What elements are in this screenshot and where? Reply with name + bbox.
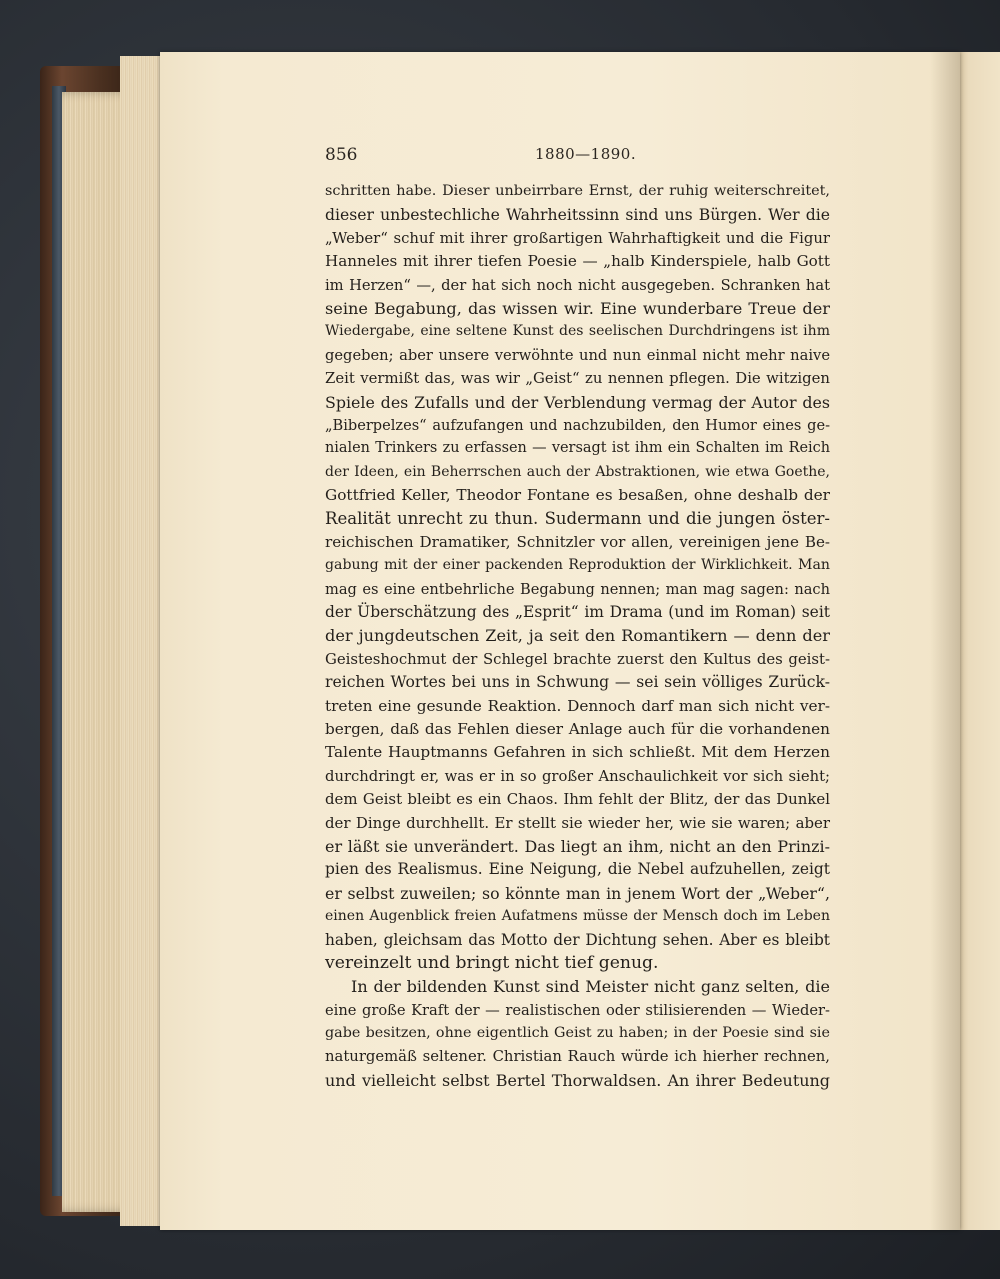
text-line: seine Begabung, das wissen wir. Eine wunderbare Treue der bbox=[325, 298, 830, 318]
text-line: vereinzelt und bringt nicht tief genug. bbox=[325, 952, 659, 973]
text-line: Spiele des Zufalls und der Verblendung vermag der Autor des bbox=[325, 392, 830, 412]
text-line: mag es eine entbehrliche Begabung nennen; man mag sagen: nach bbox=[325, 580, 830, 598]
text-line: nialen Trinkers zu erfassen — versagt ist ihm ein Schalten im Reich bbox=[325, 440, 830, 457]
text-line: Wiedergabe, eine seltene Kunst des seelischen Durchdringens ist ihm bbox=[325, 323, 830, 340]
text-line: Talente Hauptmanns Gefahren in sich schließt. Mit dem Herzen bbox=[325, 743, 830, 762]
text-line: reichen Wortes bei uns in Schwung — sei sein völliges Zurück- bbox=[325, 673, 830, 692]
text-line: gegeben; aber unsere verwöhnte und nun einmal nicht mehr naive bbox=[325, 346, 830, 364]
gutter-shadow bbox=[930, 52, 960, 1230]
text-line: er selbst zuweilen; so könnte man in jenem Wort der „Weber“, bbox=[325, 883, 830, 903]
text-line: „Weber“ schuf mit ihrer großartigen Wahrhaftigkeit und die Figur bbox=[325, 229, 830, 247]
page-header bbox=[325, 145, 830, 169]
text-line: Gottfried Keller, Theodor Fontane es besaßen, ohne deshalb der bbox=[325, 486, 830, 505]
text-line: durchdringt er, was er in so großer Anschaulichkeit vor sich sieht; bbox=[325, 767, 830, 785]
text-line: Zeit vermißt das, was wir „Geist“ zu nennen pflegen. Die witzigen bbox=[325, 369, 830, 388]
text-line: schritten habe. Dieser unbeirrbare Ernst, der ruhig weiterschreitet, bbox=[325, 183, 830, 199]
text-line: der Überschätzung des „Esprit“ im Drama (und im Roman) seit bbox=[325, 603, 830, 622]
text-line: einen Augenblick freien Aufatmens müsse der Mensch doch im Leben bbox=[325, 908, 830, 925]
text-line: bergen, daß das Fehlen dieser Anlage auch für die vorhandenen bbox=[325, 719, 830, 738]
text-line: der Ideen, ein Beherrschen auch der Abstraktionen, wie etwa Goethe, bbox=[325, 463, 830, 480]
text-line: pien des Realismus. Eine Neigung, die Nebel aufzuhellen, zeigt bbox=[325, 860, 830, 879]
text-line: gabe besitzen, ohne eigentlich Geist zu haben; in der Poesie sind sie bbox=[325, 1025, 830, 1042]
page-number: 856 bbox=[325, 145, 358, 165]
text-line: treten eine gesunde Reaktion. Dennoch darf man sich nicht ver- bbox=[325, 696, 830, 715]
text-line: im Herzen“ —, der hat sich noch nicht ausgegeben. Schranken hat bbox=[325, 276, 830, 294]
text-line: er läßt sie unverändert. Das liegt an ihm, nicht an den Prinzi- bbox=[325, 836, 830, 856]
text-line: haben, gleichsam das Motto der Dichtung sehen. Aber es bleibt bbox=[325, 930, 830, 949]
text-line: eine große Kraft der — realistischen oder stilisierenden — Wieder- bbox=[325, 1001, 830, 1019]
text-line: und vielleicht selbst Bertel Thorwaldsen. An ihrer Bedeutung bbox=[325, 1070, 830, 1090]
text-line: reichischen Dramatiker, Schnitzler vor allen, vereinigen jene Be- bbox=[325, 532, 830, 551]
text-line: dieser unbestechliche Wahrheitssinn sind uns Bürgen. Wer die bbox=[325, 205, 830, 225]
text-line: „Biberpelzes“ aufzufangen und nachzubilden, den Humor eines ge- bbox=[325, 416, 830, 434]
text-line: der Dinge durchhellt. Er stellt sie wieder her, wie sie waren; aber bbox=[325, 813, 830, 832]
text-line: Hanneles mit ihrer tiefen Poesie — „halb Kinderspiele, halb Gott bbox=[325, 252, 830, 271]
text-line: dem Geist bleibt es ein Chaos. Ihm fehlt der Blitz, der das Dunkel bbox=[325, 790, 830, 809]
text-line: In der bildenden Kunst sind Meister nicht ganz selten, die bbox=[351, 977, 830, 997]
text-line: naturgemäß seltener. Christian Rauch würde ich hierher rechnen, bbox=[325, 1048, 830, 1066]
facing-page bbox=[955, 52, 1000, 1230]
text-line: gabung mit der einer packenden Reproduktion der Wirklichkeit. Man bbox=[325, 557, 830, 574]
running-head: 1880—1890. bbox=[535, 145, 637, 163]
body-text bbox=[325, 180, 830, 1092]
text-line: Realität unrecht zu thun. Sudermann und die jungen öster- bbox=[325, 509, 830, 529]
text-line: der jungdeutschen Zeit, ja seit den Romantikern — denn der bbox=[325, 626, 830, 646]
text-line: Geisteshochmut der Schlegel brachte zuerst den Kultus des geist- bbox=[325, 649, 830, 668]
